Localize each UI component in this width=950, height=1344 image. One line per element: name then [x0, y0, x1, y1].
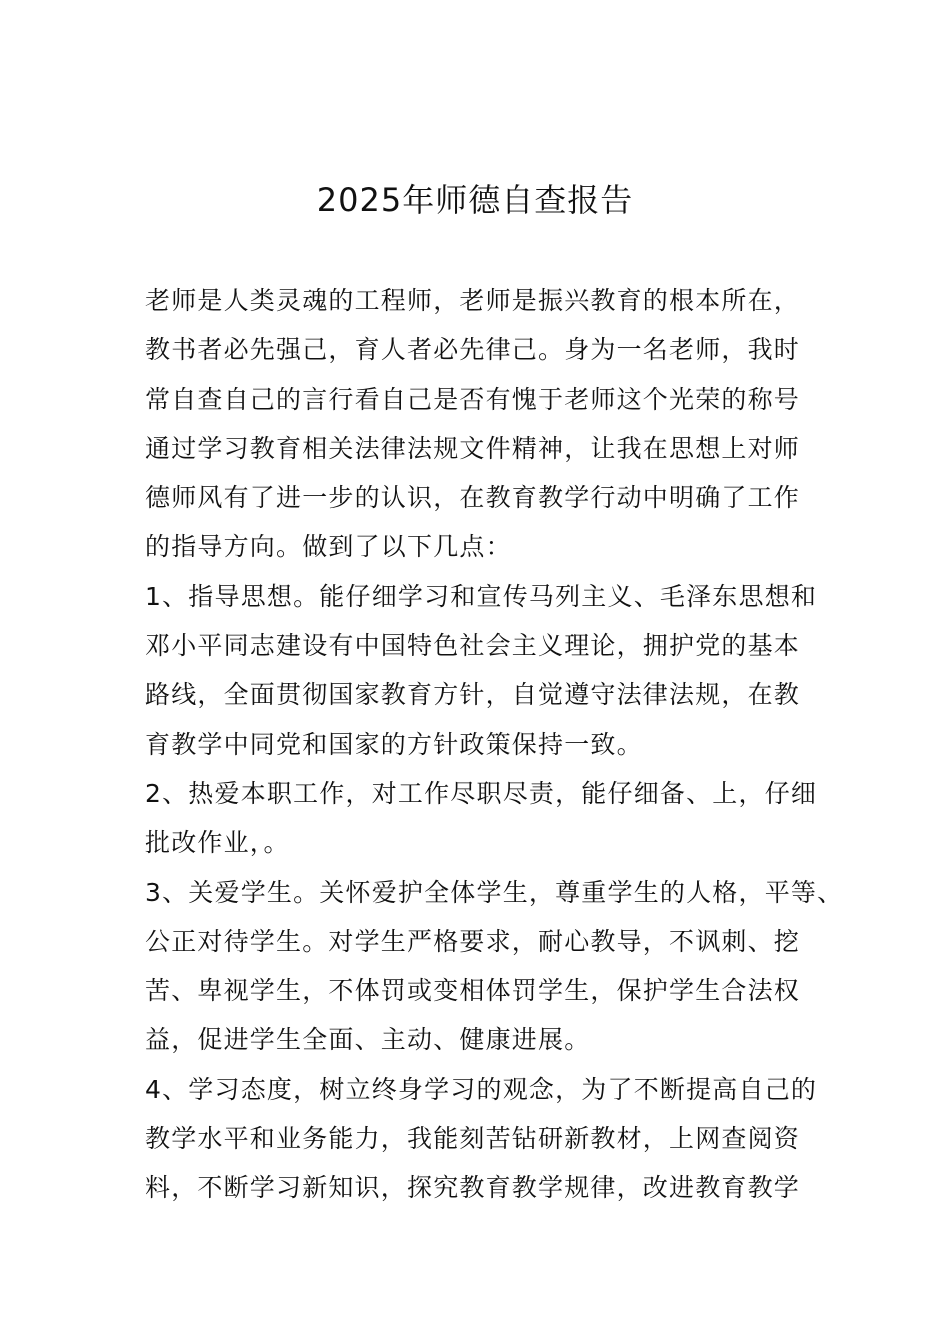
body-line: 教学水平和业务能力，我能刻苦钻研新教材，上网查阅资	[145, 1124, 801, 1154]
body-line: 公正对待学生。对学生严格要求，耐心教导，不讽刺、挖	[145, 926, 801, 956]
body-line: 邓小平同志建设有中国特色社会主义理论，拥护党的基本	[145, 631, 801, 661]
body-line: 常自查自己的言行看自己是否有愧于老师这个光荣的称号	[145, 384, 801, 414]
body-line: 2、热爱本职工作，对工作尽职尽责，能仔细备、上，仔细	[145, 778, 818, 808]
body-line: 3、关爱学生。关怀爱护全体学生，尊重学生的人格，平等、	[145, 877, 844, 907]
body-line: 通过学习教育相关法律法规文件精神，让我在思想上对师	[145, 433, 801, 463]
body-line: 4、学习态度，树立终身学习的观念，为了不断提高自己的	[145, 1074, 818, 1104]
body-line: 德师风有了进一步的认识，在教育教学行动中明确了工作	[145, 483, 801, 513]
body-line: 路线，全面贯彻国家教育方针，自觉遵守法律法规，在教	[145, 680, 801, 710]
body-line: 益，促进学生全面、主动、健康进展。	[145, 1025, 591, 1055]
body-line: 教书者必先强己，育人者必先律己。身为一名老师，我时	[145, 335, 801, 365]
body-line: 苦、卑视学生，不体罚或变相体罚学生，保护学生合法权	[145, 976, 801, 1006]
body-line: 育教学中同党和国家的方针政策保持一致。	[145, 729, 643, 759]
body-line: 批改作业，。	[145, 828, 290, 858]
document-title: 2025年师德自查报告	[316, 181, 634, 219]
document-body	[145, 276, 844, 1213]
body-line: 老师是人类灵魂的工程师，老师是振兴教育的根本所在，	[145, 286, 801, 315]
body-line: 1、指导思想。能仔细学习和宣传马列主义、毛泽东思想和	[145, 581, 818, 611]
body-line: 的指导方向。做到了以下几点：	[145, 532, 512, 562]
body-line: 料，不断学习新知识，探究教育教学规律，改进教育教学	[145, 1173, 801, 1203]
